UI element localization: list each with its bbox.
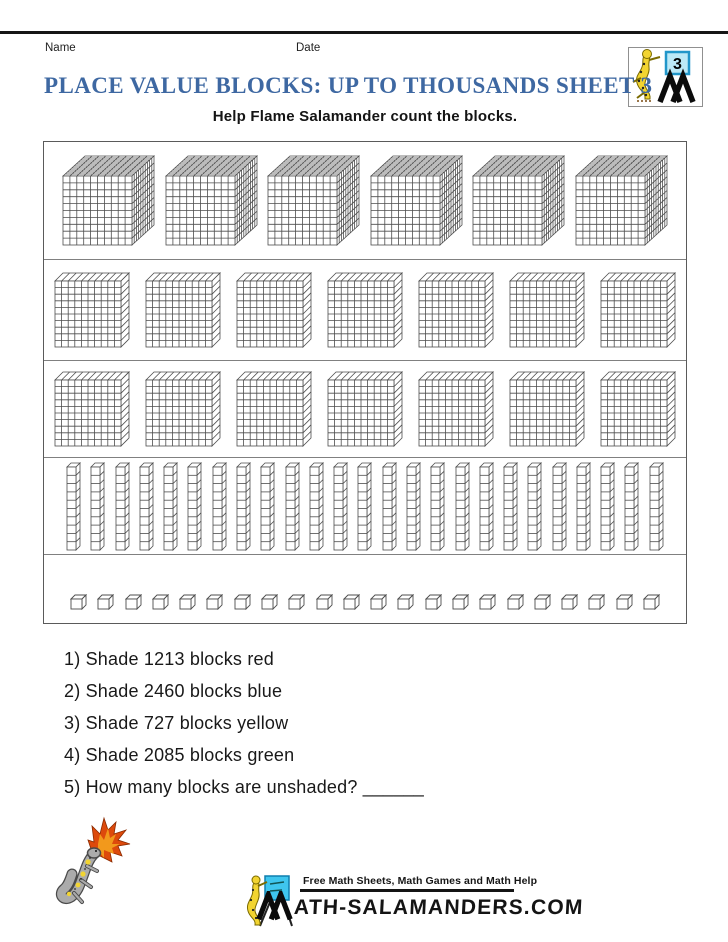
ten-block xyxy=(357,462,372,551)
hundred-block xyxy=(145,272,221,348)
thousand-block xyxy=(472,155,565,246)
subtitle: Help Flame Salamander count the blocks. xyxy=(212,108,518,125)
ten-block xyxy=(309,462,324,551)
one-block xyxy=(370,594,387,610)
ten-block xyxy=(406,462,421,551)
one-block xyxy=(507,594,524,610)
hundred-block xyxy=(600,272,676,348)
one-block xyxy=(234,594,251,610)
ten-block xyxy=(527,462,542,551)
one-block xyxy=(616,594,633,610)
one-block xyxy=(397,594,414,610)
one-block xyxy=(561,594,578,610)
hundred-block xyxy=(236,371,312,447)
one-block xyxy=(152,594,169,610)
hundred-block xyxy=(509,371,585,447)
ten-block xyxy=(455,462,470,551)
ten-block xyxy=(66,462,81,551)
question-3: 3) Shade 727 blocks yellow xyxy=(64,713,289,733)
one-block xyxy=(179,594,196,610)
questions-list xyxy=(64,649,424,809)
one-block xyxy=(316,594,333,610)
one-block xyxy=(343,594,360,610)
ten-block xyxy=(90,462,105,551)
one-block xyxy=(261,594,278,610)
thousand-block xyxy=(267,155,360,246)
ten-block xyxy=(576,462,591,551)
one-block xyxy=(97,594,114,610)
ten-block xyxy=(212,462,227,551)
brand-m-icon xyxy=(256,891,294,921)
question-2: 2) Shade 2460 blocks blue xyxy=(64,681,283,701)
brand-tagline: Free Math Sheets, Math Games and Math Help xyxy=(303,875,538,887)
hundreds-row-1 xyxy=(44,260,686,361)
corner-badge-number: 3 xyxy=(673,56,682,73)
one-block xyxy=(479,594,496,610)
hundred-block xyxy=(145,371,221,447)
one-block xyxy=(425,594,442,610)
ten-block xyxy=(260,462,275,551)
hundreds-row-2 xyxy=(44,361,686,458)
ten-block xyxy=(600,462,615,551)
hundred-block xyxy=(327,371,403,447)
hundred-block xyxy=(54,272,130,348)
name-label: Name xyxy=(45,42,76,54)
thousand-block xyxy=(575,155,668,246)
one-block xyxy=(288,594,305,610)
tens-row xyxy=(44,458,686,555)
ten-block xyxy=(115,462,130,551)
ten-block xyxy=(479,462,494,551)
one-block xyxy=(588,594,605,610)
ten-block xyxy=(187,462,202,551)
corner-m-icon xyxy=(660,76,693,102)
question-1: 1) Shade 1213 blocks red xyxy=(64,649,274,669)
thousand-block xyxy=(62,155,155,246)
salamander-body xyxy=(61,848,100,902)
hundred-block xyxy=(600,371,676,447)
one-block xyxy=(452,594,469,610)
one-block xyxy=(534,594,551,610)
ten-block xyxy=(552,462,567,551)
brand-rest-text: ATH-SALAMANDERS.COM xyxy=(293,896,585,919)
hundred-block xyxy=(54,371,130,447)
ten-block xyxy=(139,462,154,551)
one-block xyxy=(125,594,142,610)
one-block xyxy=(206,594,223,610)
ten-block xyxy=(333,462,348,551)
page-title: PLACE VALUE BLOCKS: UP TO THOUSANDS SHEET 3 xyxy=(44,73,653,98)
brand-wordmark xyxy=(256,891,584,921)
ten-block xyxy=(430,462,445,551)
ten-block xyxy=(624,462,639,551)
ten-block xyxy=(503,462,518,551)
blocks-box xyxy=(43,141,687,624)
flame-salamander-illustration xyxy=(54,814,136,927)
thousand-block xyxy=(165,155,258,246)
ten-block xyxy=(649,462,664,551)
one-block xyxy=(643,594,660,610)
ten-block xyxy=(382,462,397,551)
hundred-block xyxy=(509,272,585,348)
hundred-block xyxy=(236,272,312,348)
hundred-block xyxy=(418,272,494,348)
thousand-block xyxy=(370,155,463,246)
hundred-block xyxy=(418,371,494,447)
ten-block xyxy=(236,462,251,551)
hundred-block xyxy=(327,272,403,348)
one-block xyxy=(70,594,87,610)
page-top-rule xyxy=(0,31,728,34)
ten-block xyxy=(285,462,300,551)
ten-block xyxy=(163,462,178,551)
question-4: 4) Shade 2085 blocks green xyxy=(64,745,295,765)
thousands-row xyxy=(44,142,686,260)
question-5: 5) How many blocks are unshaded? ______ xyxy=(64,777,425,797)
date-label: Date xyxy=(296,42,321,54)
ones-row xyxy=(44,555,686,619)
